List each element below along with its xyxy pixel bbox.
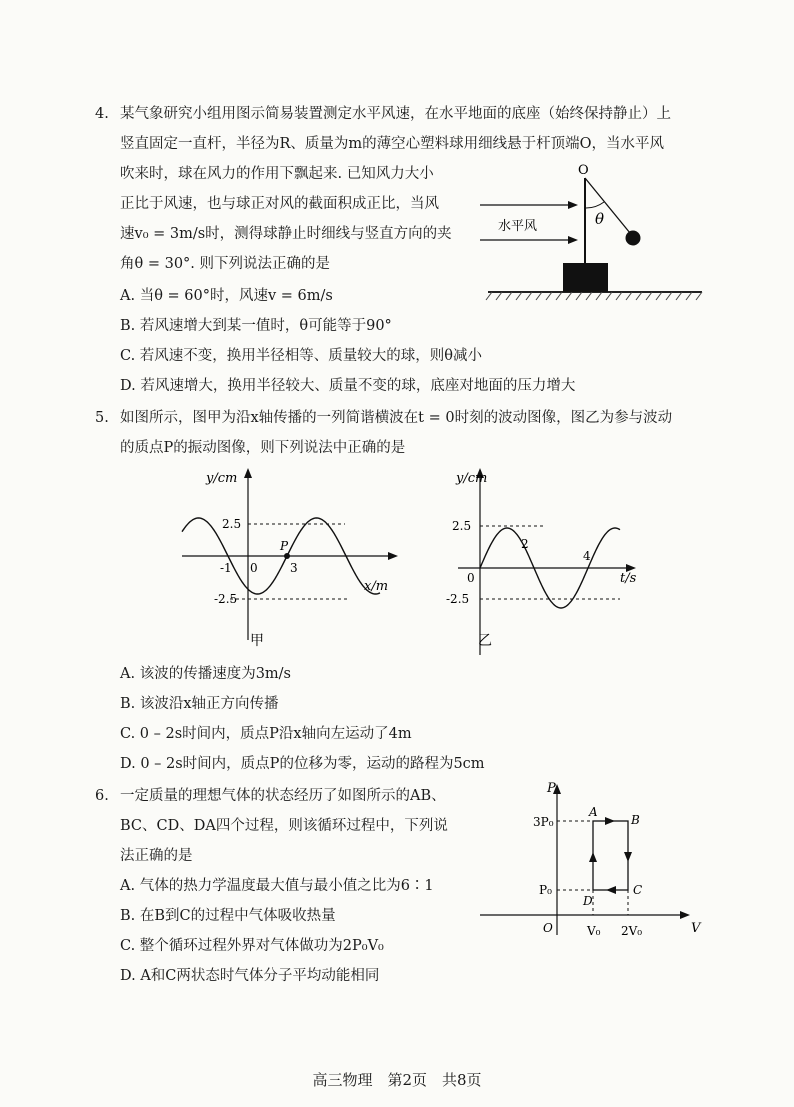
base-block bbox=[563, 263, 608, 292]
q5-option-b: B. 该波沿x轴正方向传播 bbox=[120, 696, 279, 712]
vibration-graph-b bbox=[430, 460, 650, 665]
graph-a-tick-top: 2.5 bbox=[222, 517, 242, 531]
q4-option-c: C. 若风速不变，换用半径相等、质量较大的球，则θ减小 bbox=[120, 348, 483, 364]
q4-option-a: A. 当θ = 60°时，风速v = 6m/s bbox=[120, 288, 333, 304]
graph-a-tick-neg1: -1 bbox=[220, 561, 232, 575]
q4-line-4: 正比于风速，也与球正对风的截面积成正比，当风 bbox=[120, 196, 439, 212]
q4-wind-figure bbox=[470, 160, 710, 305]
q4-line-1: 某气象研究小组用图示简易装置测定水平风速，在水平地面的底座（始终保持静止）上 bbox=[120, 106, 671, 122]
graph-b-caption: 乙 bbox=[478, 633, 492, 649]
q6-option-d: D. A和C两状态时气体分子平均动能相同 bbox=[120, 968, 380, 984]
graph-b-tick-top: 2.5 bbox=[452, 519, 472, 533]
graph-b-xlabel: t/s bbox=[620, 571, 637, 586]
tick-2v0: 2V₀ bbox=[621, 924, 643, 938]
tick-v0: V₀ bbox=[587, 924, 601, 938]
graph-a-label-p: P bbox=[280, 539, 289, 553]
tick-3p0: 3P₀ bbox=[533, 815, 554, 829]
tick-p0: P₀ bbox=[539, 883, 552, 897]
q4-line-3: 吹来时，球在风力的作用下飘起来. 已知风力大小 bbox=[120, 166, 434, 182]
graph-b-tick-2: 2 bbox=[521, 537, 529, 551]
point-d-label: D bbox=[583, 894, 593, 908]
q4-number: 4. bbox=[95, 106, 109, 122]
q6-option-c: C. 整个循环过程外界对气体做功为2P₀V₀ bbox=[120, 938, 384, 954]
axis-p-label: P bbox=[547, 781, 556, 796]
point-o-label: O bbox=[578, 163, 589, 178]
point-a-label: A bbox=[589, 805, 598, 819]
q4-line-6: 角θ = 30°. 则下列说法正确的是 bbox=[120, 256, 331, 272]
graph-a-caption: 甲 bbox=[250, 633, 264, 649]
point-p bbox=[284, 553, 290, 559]
q6-line-1: 一定质量的理想气体的状态经历了如图所示的AB、 bbox=[120, 788, 446, 804]
graph-a-tick-3: 3 bbox=[290, 561, 298, 575]
string bbox=[585, 178, 630, 233]
graph-b-ylabel: y/cm bbox=[456, 471, 488, 486]
graph-a-ylabel: y/cm bbox=[206, 471, 238, 486]
q6-option-a: A. 气体的热力学温度最大值与最小值之比为6∶1 bbox=[120, 878, 434, 894]
graph-a-tick-0: 0 bbox=[250, 561, 258, 575]
point-b-label: B bbox=[631, 813, 640, 827]
q4-option-b: B. 若风速增大到某一值时，θ可能等于90° bbox=[120, 318, 392, 334]
axis-v-label: V bbox=[691, 921, 701, 936]
q4-line-5: 速v₀ = 3m/s时，测得球静止时细线与竖直方向的夹 bbox=[120, 226, 452, 242]
q4-option-d: D. 若风速增大，换用半径较大、质量不变的球，底座对地面的压力增大 bbox=[120, 378, 576, 394]
q5-number: 5. bbox=[95, 410, 109, 426]
graph-b-tick-4: 4 bbox=[583, 549, 591, 563]
q5-line-2: 的质点P的振动图像，则下列说法中正确的是 bbox=[120, 440, 406, 456]
q6-line-3: 法正确的是 bbox=[120, 848, 193, 864]
q4-line-2: 竖直固定一直杆，半径为R、质量为m的薄空心塑料球用细线悬于杆顶端O，当水平风 bbox=[120, 136, 665, 152]
ball bbox=[626, 231, 641, 246]
q6-option-b: B. 在B到C的过程中气体吸收热量 bbox=[120, 908, 336, 924]
cycle-path bbox=[593, 821, 628, 890]
graph-b-tick-0: 0 bbox=[467, 571, 475, 585]
q6-number: 6. bbox=[95, 788, 109, 804]
graph-a-xlabel: x/m bbox=[364, 579, 389, 594]
page-footer: 高三物理 第2页 共8页 bbox=[312, 1071, 482, 1089]
q6-line-2: BC、CD、DA四个过程，则该循环过程中，下列说 bbox=[120, 818, 448, 834]
q5-option-d: D. 0 – 2s时间内，质点P的位移为零，运动的路程为5cm bbox=[120, 756, 485, 772]
graph-a-tick-bottom: -2.5 bbox=[214, 592, 238, 606]
q5-line-1: 如图所示，图甲为沿x轴传播的一列简谐横波在t = 0时刻的波动图像，图乙为参与波动 bbox=[120, 410, 673, 426]
origin-label: O bbox=[543, 921, 553, 935]
point-c-label: C bbox=[633, 883, 643, 897]
q5-option-c: C. 0 – 2s时间内，质点P沿x轴向左运动了4m bbox=[120, 726, 412, 742]
wind-label: 水平风 bbox=[498, 219, 538, 234]
theta-label: θ bbox=[595, 210, 605, 228]
wave-graph-a bbox=[170, 460, 400, 665]
pv-diagram bbox=[475, 780, 715, 950]
q5-option-a: A. 该波的传播速度为3m/s bbox=[120, 666, 291, 682]
graph-b-tick-bottom: -2.5 bbox=[446, 592, 470, 606]
